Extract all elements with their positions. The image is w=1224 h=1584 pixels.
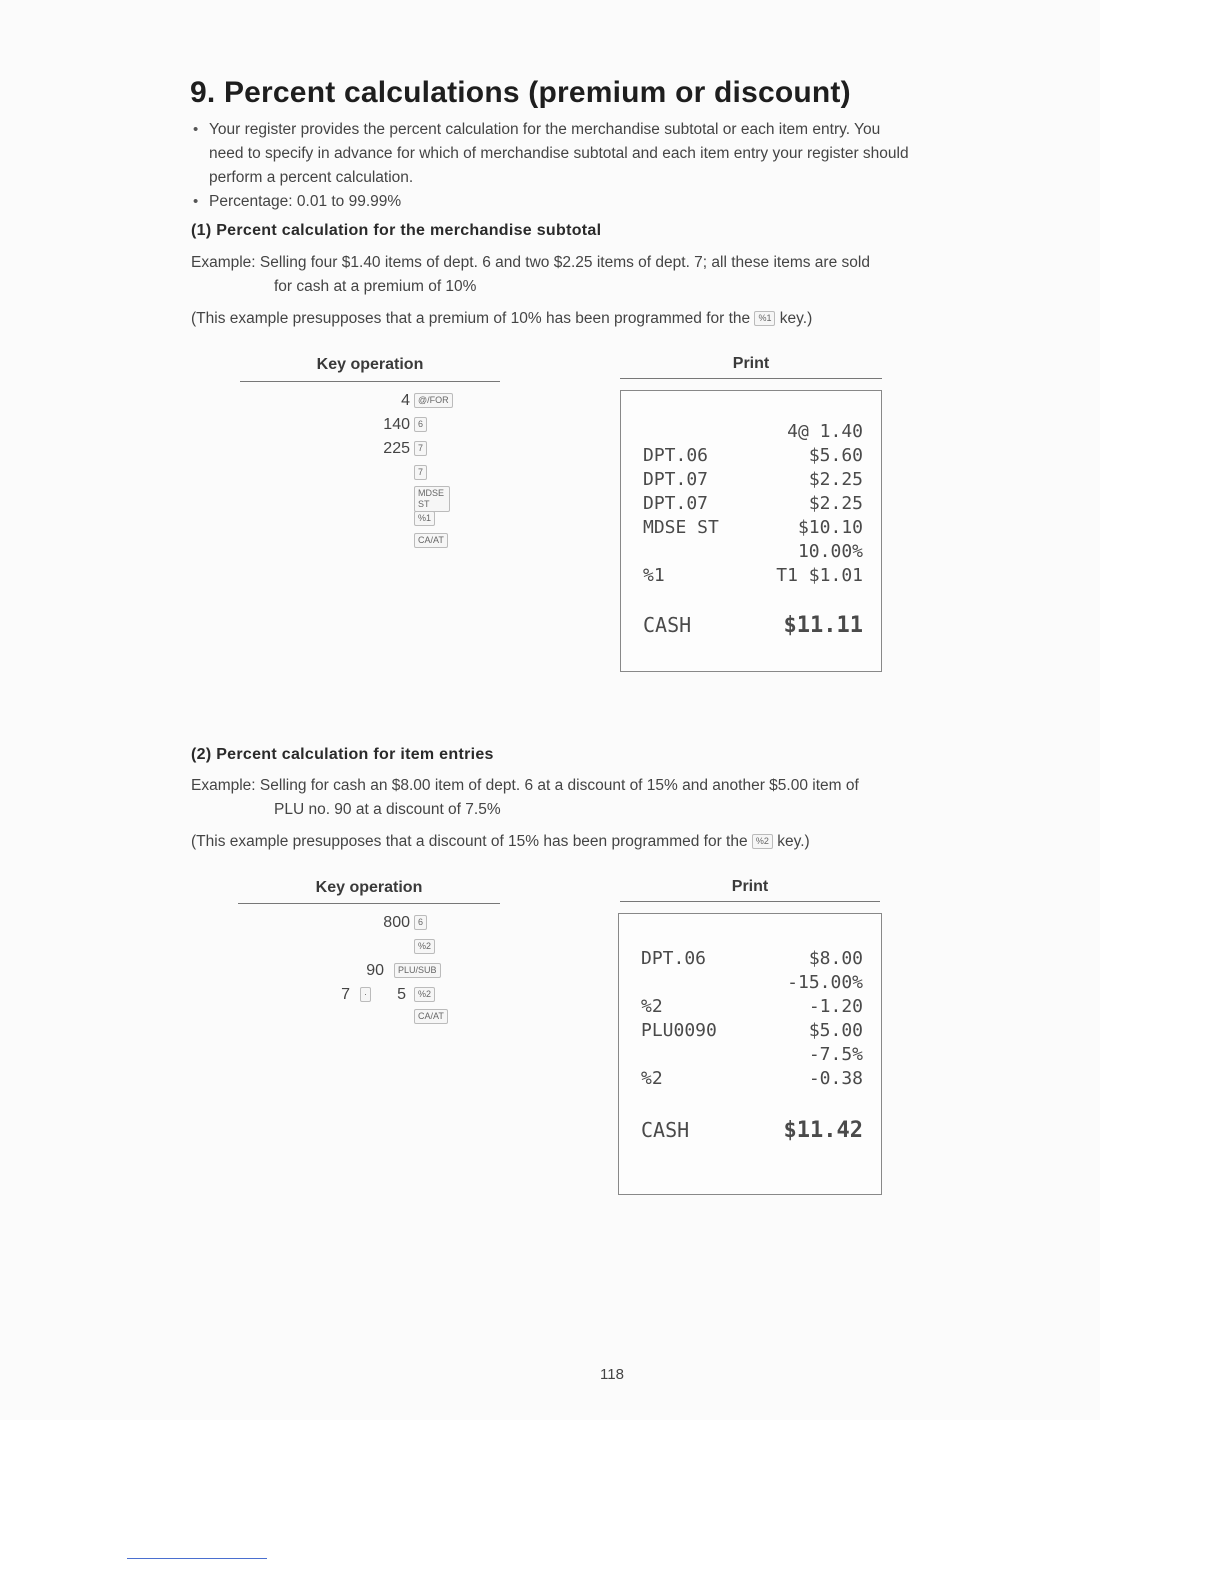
key-number: 800: [383, 914, 410, 931]
section1-note: [191, 307, 812, 331]
receipt-line: MDSE ST $10.10: [643, 517, 863, 538]
bullet-1: [209, 118, 1039, 190]
receipt-1: [620, 390, 882, 672]
section2-example: [191, 774, 1031, 822]
bullet-dot: •: [193, 193, 199, 210]
header-rule: [238, 903, 500, 904]
percent2-key-icon: %2: [414, 987, 435, 1002]
receipt-line: 10.00%: [797, 541, 863, 562]
receipt-line: 4@ 1.40: [787, 421, 863, 442]
receipt-line: DPT.07 $2.25: [643, 469, 863, 490]
section1-example: [191, 251, 1031, 299]
percent2-key-icon: %2: [752, 834, 773, 849]
key-number: 140: [383, 416, 410, 433]
percent2-key-icon: %2: [414, 939, 435, 954]
note-text: (This example presupposes that a premium of 10% has been programmed for the: [191, 310, 751, 327]
dept7-key-icon: 7: [414, 441, 427, 456]
percent1-key-icon: %1: [414, 511, 435, 526]
key-number: 225: [383, 440, 410, 457]
key-operation-header: Key operation: [316, 356, 424, 373]
at-for-key-icon: @/FOR: [414, 393, 453, 408]
dept6-key-icon: 6: [414, 417, 427, 432]
key-operation-list: [330, 914, 450, 1034]
header-rule: [240, 381, 500, 382]
receipt-line: -15.00%: [787, 972, 863, 993]
dept6-key-icon: 6: [414, 915, 427, 930]
bullet-1-line: need to specify in advance for which of merchandise subtotal and each item entry your register should: [209, 145, 909, 162]
bullet-dot: •: [193, 121, 199, 138]
section1-heading: (1) Percent calculation for the merchandise subtotal: [191, 222, 602, 239]
receipt-line: %1 T1 $1.01: [643, 565, 863, 586]
receipt-line: -7.5%: [808, 1044, 863, 1065]
section2-note: [191, 830, 810, 854]
note-text: key.): [779, 310, 813, 327]
receipt-line: DPT.06 $5.60: [643, 445, 863, 466]
receipt-line: %2 -0.38: [641, 1068, 863, 1089]
key-number: 5: [397, 986, 406, 1003]
example-line: Example: Selling four $1.40 items of dept. 6 and two $2.25 items of dept. 7; all these items are sold: [191, 254, 870, 271]
dept7-key-icon: 7: [414, 465, 427, 480]
section2-heading: (2) Percent calculation for item entries: [191, 746, 494, 763]
receipt-line: %2 -1.20: [641, 996, 863, 1017]
receipt-total: CASH $11.42: [641, 1118, 863, 1143]
note-text: (This example presupposes that a discount of 15% has been programmed for the: [191, 833, 748, 850]
receipt-total: CASH $11.11: [643, 613, 863, 638]
header-rule: [620, 378, 882, 379]
receipt-2: [618, 913, 882, 1195]
footer-link-underline: [127, 1558, 267, 1559]
key-operation-header: Key operation: [315, 879, 423, 896]
page-number: 118: [600, 1366, 624, 1383]
bullet-2: Percentage: 0.01 to 99.99%: [209, 193, 402, 210]
bullet-1-line: Your register provides the percent calculation for the merchandise subtotal or each item entry. You: [209, 121, 881, 138]
percent1-key-icon: %1: [754, 311, 775, 326]
decimal-point-key-icon: ·: [360, 987, 371, 1002]
bullet-1-line: perform a percent calculation.: [209, 169, 414, 186]
ca-at-key-icon: CA/AT: [414, 533, 448, 548]
key-number: 7: [341, 986, 350, 1003]
note-text: key.): [777, 833, 810, 850]
receipt-line: PLU0090 $5.00: [641, 1020, 863, 1041]
key-number: 4: [401, 392, 410, 409]
key-number: 90: [366, 962, 384, 979]
example-line: for cash at a premium of 10%: [274, 278, 477, 295]
receipt-line: DPT.07 $2.25: [643, 493, 863, 514]
example-line: PLU no. 90 at a discount of 7.5%: [274, 801, 501, 818]
print-header: Print: [732, 355, 770, 372]
receipt-line: DPT.06 $8.00: [641, 948, 863, 969]
page-title: 9. Percent calculations (premium or discount): [190, 76, 851, 109]
ca-at-key-icon: CA/AT: [414, 1009, 448, 1024]
header-rule: [620, 901, 880, 902]
example-line: Example: Selling for cash an $8.00 item of dept. 6 at a discount of 15% and another $5.00 item of: [191, 777, 859, 794]
print-header: Print: [731, 878, 769, 895]
mdse-st-key-icon: MDSE ST: [414, 486, 450, 512]
plu-sub-key-icon: PLU/SUB: [394, 963, 441, 978]
